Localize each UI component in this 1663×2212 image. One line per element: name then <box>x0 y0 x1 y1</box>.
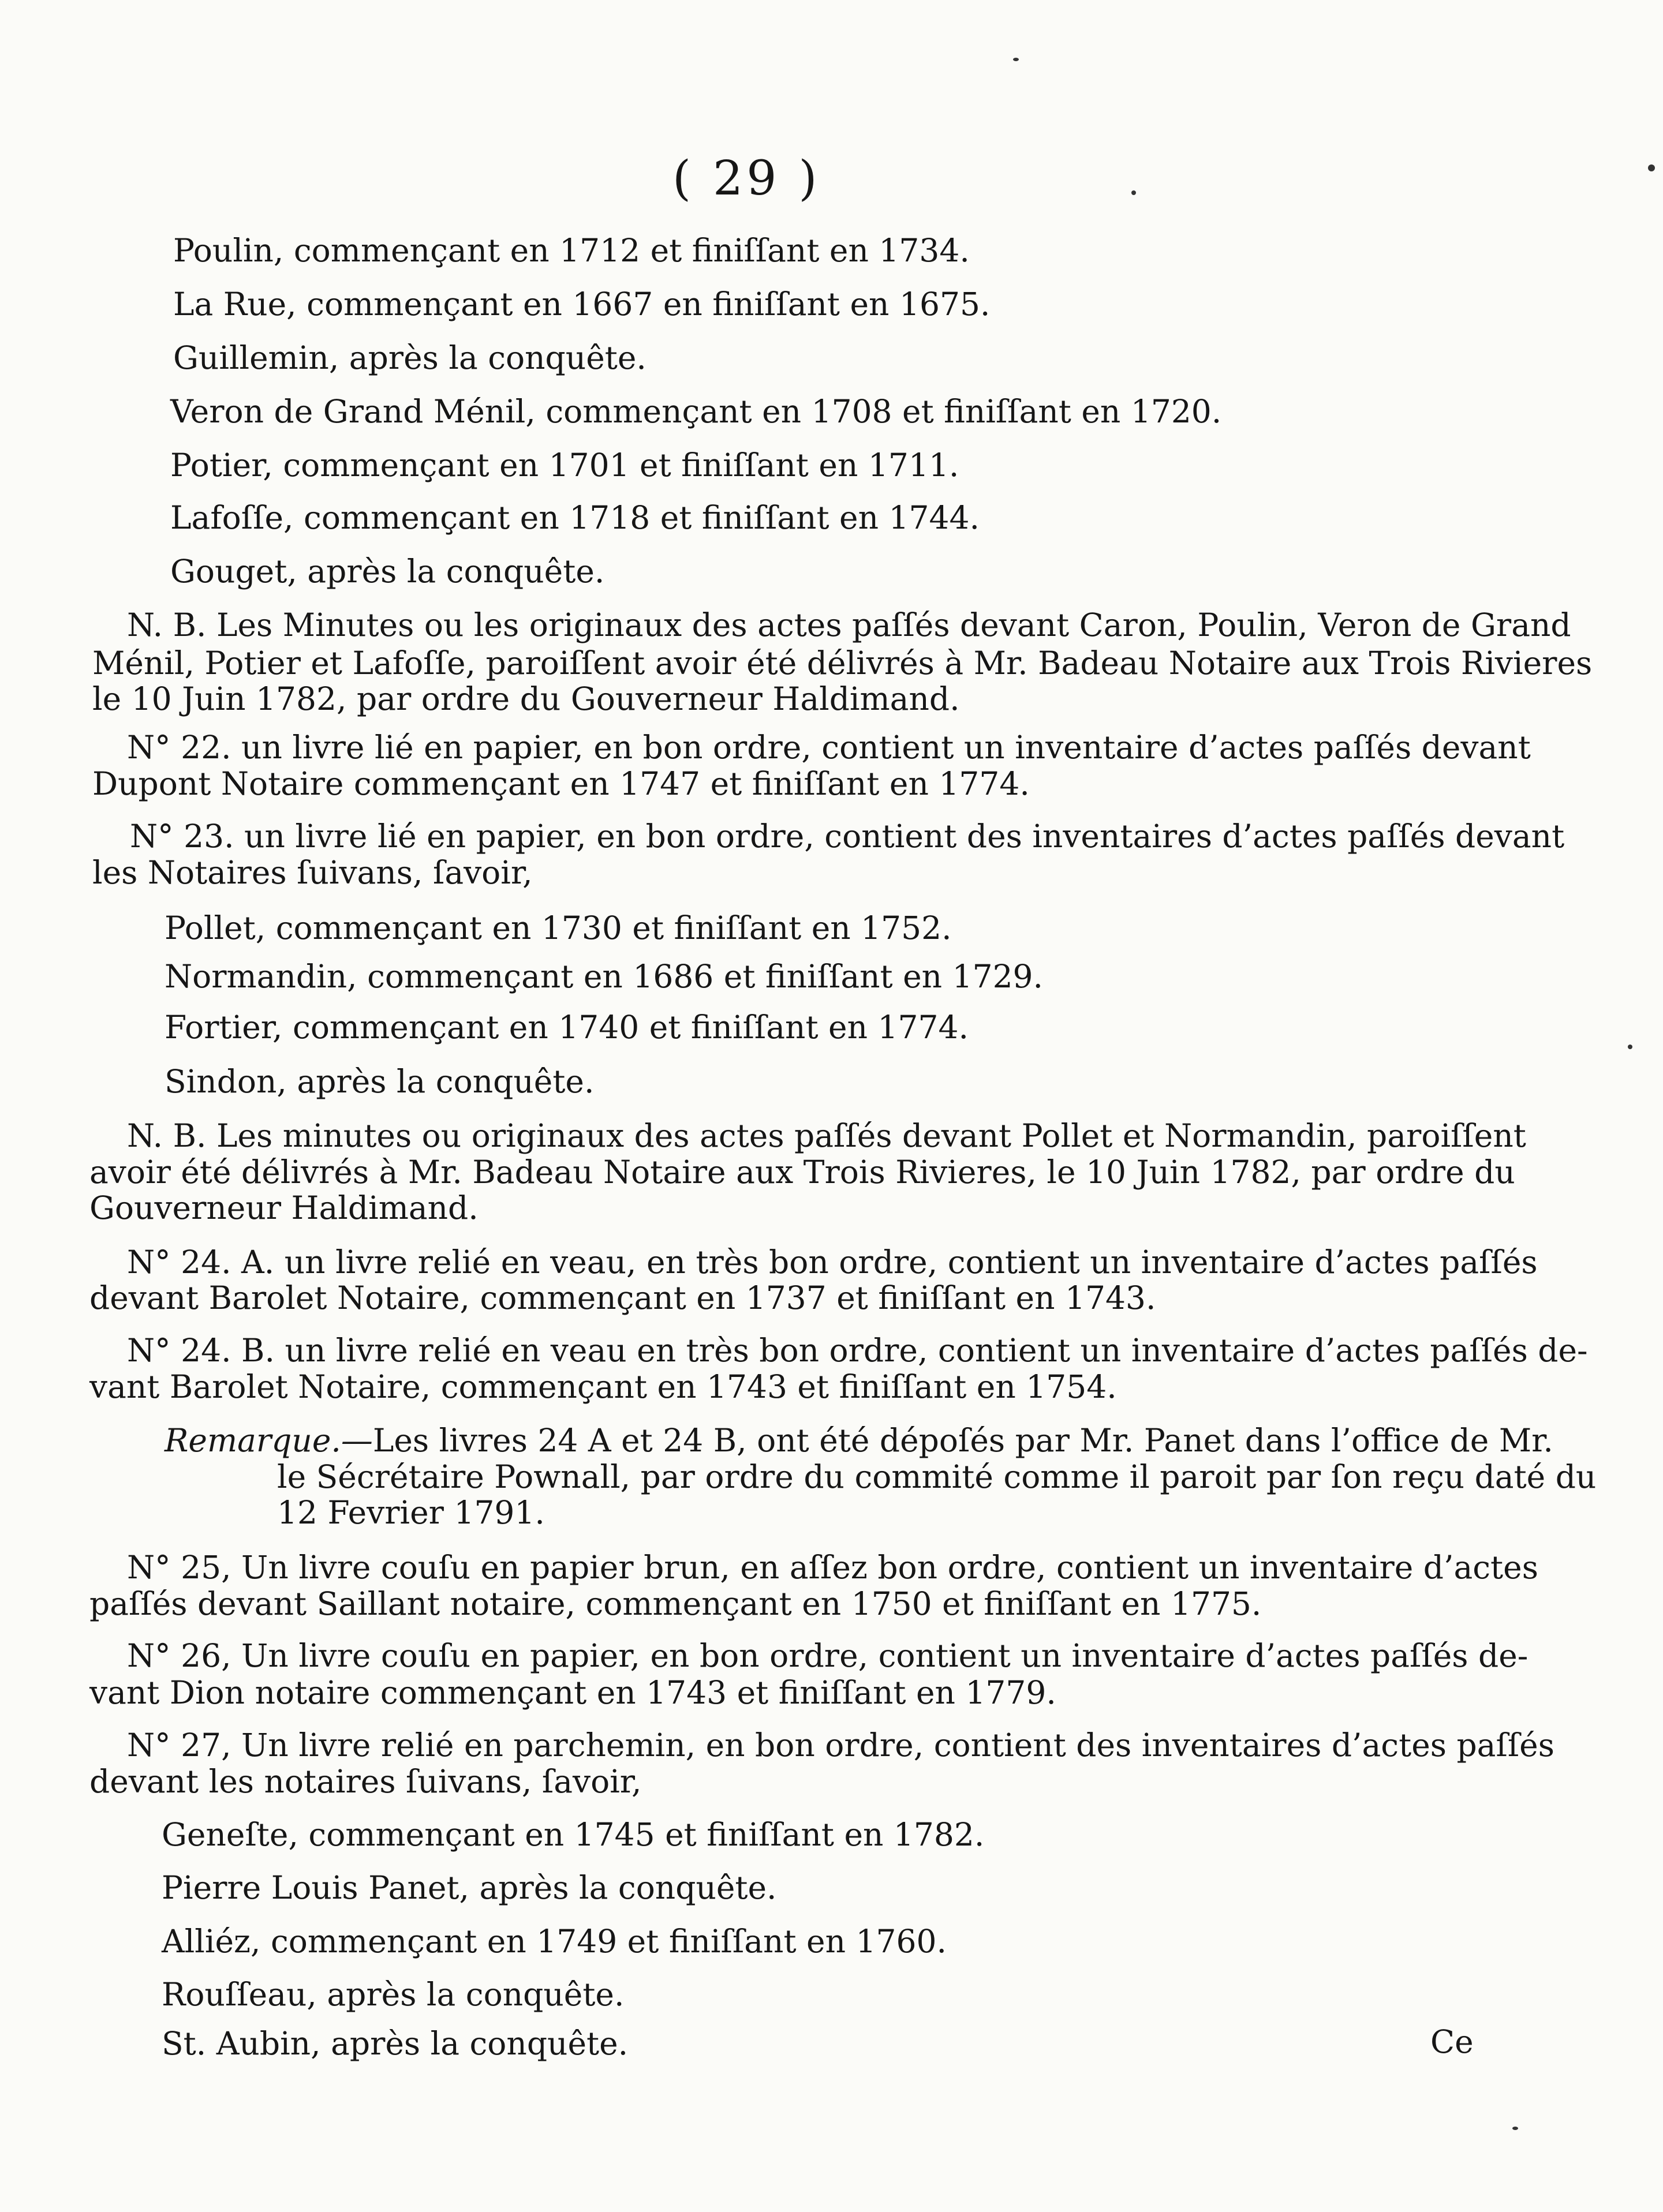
entry-line: N° 27, Un livre relié en parchemin, en bon ordre, contient des inventaires d’actes paſſés <box>127 1727 1554 1764</box>
entry-line: devant les notaires ſuivans, ſavoir, <box>89 1763 642 1800</box>
entry-line: les Notaires ſuivans, ſavoir, <box>92 854 533 891</box>
entry-line: N° 22. un livre lié en papier, en bon ordre, contient un inventaire d’actes paſſés devant <box>127 729 1531 766</box>
entry-line: Potier, commençant en 1701 et finiſſant en 1711. <box>170 447 959 484</box>
entry-line: Sindon, après la conquête. <box>165 1063 595 1100</box>
entry-line: Geneſte, commençant en 1745 et finiſſant en 1782. <box>162 1816 985 1853</box>
ink-speck <box>1013 58 1019 61</box>
note-line: N. B. Les Minutes ou les originaux des actes paſſés devant Caron, Poulin, Veron de Grand <box>127 607 1571 643</box>
note-line: avoir été délivrés à Mr. Badeau Notaire aux Trois Rivieres, le 10 Juin 1782, par ordre du <box>89 1154 1515 1191</box>
entry-line: Poulin, commençant en 1712 et finiſſant en 1734. <box>173 232 970 269</box>
remarque-label: Remarque.— <box>165 1422 373 1459</box>
catchword: Ce <box>1430 2023 1474 2060</box>
entry-line: paſſés devant Saillant notaire, commençant en 1750 et finiſſant en 1775. <box>89 1585 1262 1622</box>
entry-line: Gouget, après la conquête. <box>170 553 605 590</box>
entry-line: St. Aubin, après la conquête. <box>162 2025 629 2062</box>
entry-line: Alliéz, commençant en 1749 et finiſſant en 1760. <box>162 1923 947 1960</box>
note-line: le 10 Juin 1782, par ordre du Gouverneur Haldimand. <box>92 680 960 717</box>
note-line: Ménil, Potier et Lafoſſe, paroiſſent avoir été délivrés à Mr. Badeau Notaire aux Trois Rivieres <box>92 645 1593 682</box>
entry-line: devant Barolet Notaire, commençant en 1737 et finiſſant en 1743. <box>89 1279 1156 1316</box>
ink-speck <box>1512 2127 1518 2130</box>
entry-line: La Rue, commençant en 1667 en finiſſant en 1675. <box>173 286 991 323</box>
entry-line: Lafoſſe, commençant en 1718 et finiſſant en 1744. <box>170 499 980 536</box>
remarque-text: Les livres 24 A et 24 B, ont été dépoſés par Mr. Panet dans l’office de Mr. <box>372 1422 1553 1459</box>
entry-line: Dupont Notaire commençant en 1747 et finiſſant en 1774. <box>92 765 1030 802</box>
entry-line: Normandin, commençant en 1686 et finiſſant en 1729. <box>165 958 1044 995</box>
entry-line: Pollet, commençant en 1730 et finiſſant en 1752. <box>165 909 952 946</box>
entry-line: N° 24. B. un livre relié en veau en très bon ordre, contient un inventaire d’actes paſſés de- <box>127 1332 1588 1369</box>
remarque-line <box>165 1423 1553 1458</box>
entry-line: N° 23. un livre lié en papier, en bon ordre, contient des inventaires d’actes paſſés devant <box>130 818 1565 855</box>
remarque-line: 12 Fevrier 1791. <box>277 1494 545 1531</box>
entry-line: Rouſſeau, après la conquête. <box>162 1976 625 2013</box>
ink-speck <box>1131 190 1136 195</box>
entry-line: N° 26, Un livre couſu en papier, en bon ordre, contient un inventaire d’actes paſſés de- <box>127 1637 1529 1674</box>
entry-line: vant Barolet Notaire, commençant en 1743 et finiſſant en 1754. <box>89 1368 1117 1405</box>
entry-line: Pierre Louis Panet, après la conquête. <box>162 1869 777 1906</box>
note-line: Gouverneur Haldimand. <box>89 1189 479 1226</box>
entry-line: Guillemin, après la conquête. <box>173 339 646 376</box>
entry-line: Veron de Grand Ménil, commençant en 1708 et finiſſant en 1720. <box>170 393 1222 430</box>
remarque-line: le Sécrétaire Pownall, par ordre du commité comme il paroit par ſon reçu daté du <box>277 1458 1597 1495</box>
entry-line: N° 24. A. un livre relié en veau, en très bon ordre, contient un inventaire d’actes paſſés <box>127 1244 1538 1281</box>
ink-speck <box>1648 164 1655 171</box>
entry-line: Fortier, commençant en 1740 et finiſſant en 1774. <box>165 1009 969 1046</box>
ink-speck <box>1628 1045 1632 1049</box>
note-line: N. B. Les minutes ou originaux des actes paſſés devant Pollet et Normandin, paroiſſent <box>127 1117 1526 1154</box>
entry-line: N° 25, Un livre couſu en papier brun, en aſſez bon ordre, contient un inventaire d’actes <box>127 1549 1538 1586</box>
page-number: ( 29 ) <box>672 151 821 206</box>
entry-line: vant Dion notaire commençant en 1743 et finiſſant en 1779. <box>89 1674 1056 1711</box>
